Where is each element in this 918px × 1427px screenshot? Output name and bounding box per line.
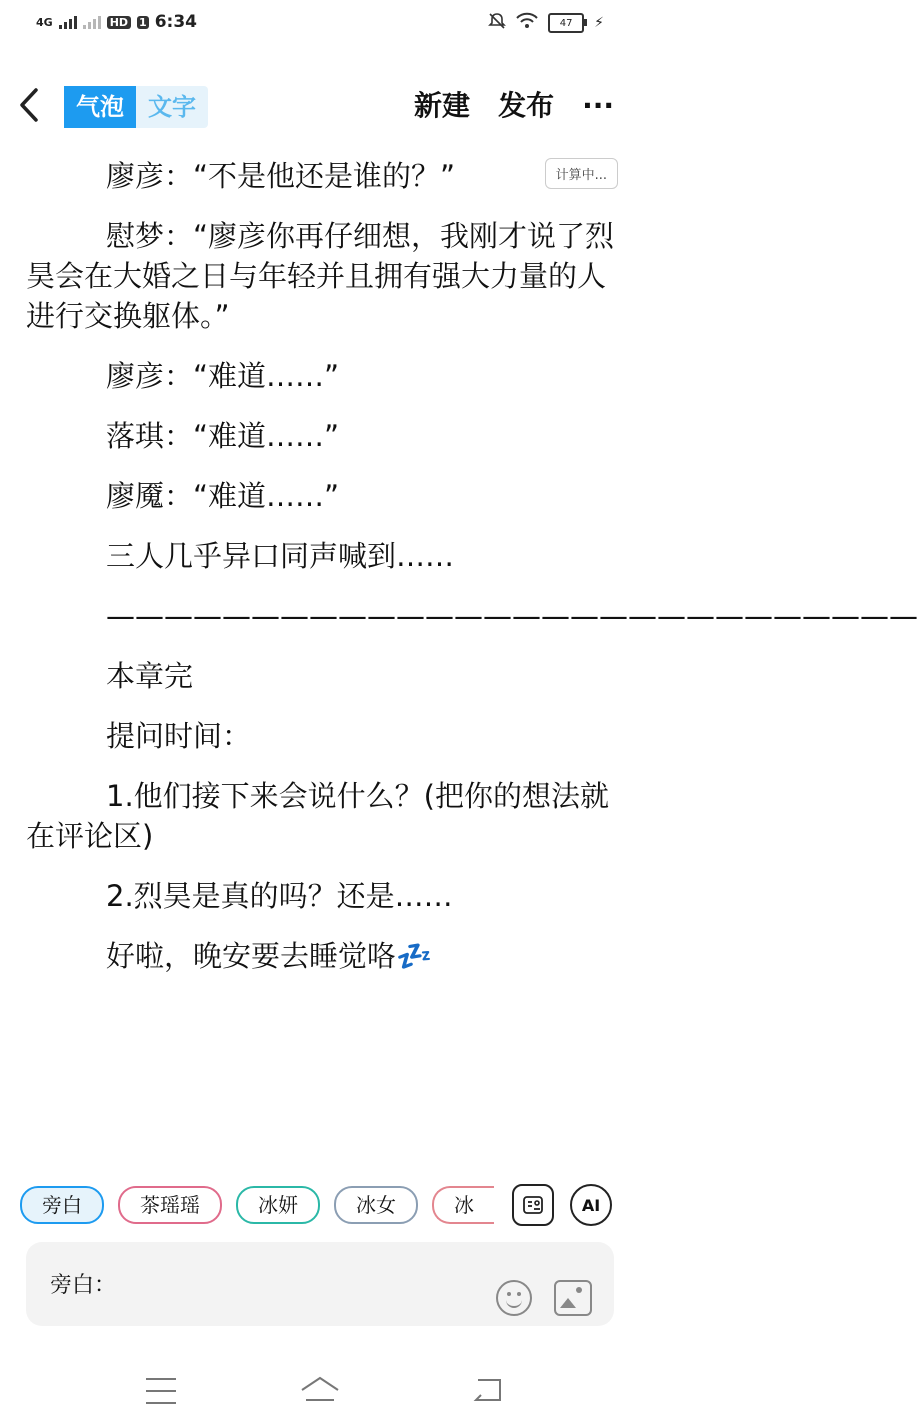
calculating-badge: 计算中... [545, 158, 618, 189]
battery-icon [548, 13, 584, 33]
wifi-icon [516, 12, 538, 34]
chip-character[interactable]: 冰女 [334, 1186, 418, 1224]
paragraph: 慰梦：“廖彦你再仔细想，我刚才说了烈昊会在大婚之日与年轻并且拥有强大力量的人进行交换躯体。” [26, 219, 615, 333]
character-selector [20, 1186, 494, 1224]
clock: 6:34 [154, 12, 197, 32]
charging-icon: ⚡ [594, 15, 604, 31]
chip-character[interactable]: 冰 [432, 1186, 494, 1224]
paragraph: 廖魇：“难道……” [106, 479, 340, 513]
signal-icon [59, 15, 77, 29]
tab-bubble[interactable]: 气泡 [64, 86, 136, 128]
system-nav-bar [0, 1360, 640, 1427]
chip-character[interactable]: 茶瑶瑶 [118, 1186, 222, 1224]
signal-2-icon [83, 15, 101, 29]
composer-speaker-label: 旁白： [50, 1273, 117, 1298]
paragraph: 落琪：“难道……” [106, 419, 340, 453]
back-nav-icon[interactable] [472, 1378, 504, 1402]
character-card-icon[interactable] [512, 1184, 554, 1226]
new-button[interactable]: 新建 [414, 89, 471, 122]
network-type: 4G [36, 15, 53, 29]
ai-button[interactable]: AI [570, 1184, 612, 1226]
more-icon[interactable]: ··· [582, 89, 614, 122]
top-bar [0, 70, 640, 146]
publish-button[interactable]: 发布 [498, 89, 555, 122]
paragraph: 提问时间： [106, 719, 252, 753]
paragraph: 好啦，晚安要去睡觉咯💤 [106, 939, 433, 973]
paragraph: 1.他们接下来会说什么？(把你的想法就在评论区) [26, 779, 609, 853]
tab-text[interactable]: 文字 [148, 93, 196, 121]
home-icon[interactable] [300, 1376, 340, 1402]
chip-character[interactable]: 冰妍 [236, 1186, 320, 1224]
menu-icon[interactable] [146, 1378, 176, 1404]
composer[interactable] [26, 1242, 614, 1326]
emoji-icon[interactable] [496, 1280, 532, 1316]
mode-toggle [64, 86, 208, 128]
paragraph: 本章完 [106, 659, 194, 693]
header-actions [414, 84, 614, 128]
paragraph: 廖彦：“难道……” [106, 359, 340, 393]
paragraph: 三人几乎异口同声喊到…… [106, 539, 455, 573]
status-bar [0, 0, 640, 50]
cutoff-line [26, 138, 616, 156]
paragraph: 廖彦：“不是他还是谁的？” [106, 159, 456, 193]
chevron-left-icon[interactable] [18, 86, 40, 130]
sim-badge: 1 [139, 15, 147, 29]
image-icon[interactable] [554, 1280, 592, 1316]
story-content[interactable] [26, 138, 918, 996]
battery-level: 47 [559, 17, 573, 29]
chip-narrator[interactable]: 旁白 [20, 1186, 104, 1224]
mute-icon [488, 12, 506, 34]
divider-line: ———————————————————————————— [106, 599, 918, 633]
paragraph: 2.烈昊是真的吗？还是…… [106, 879, 453, 913]
hd-badge: HD [107, 16, 131, 29]
